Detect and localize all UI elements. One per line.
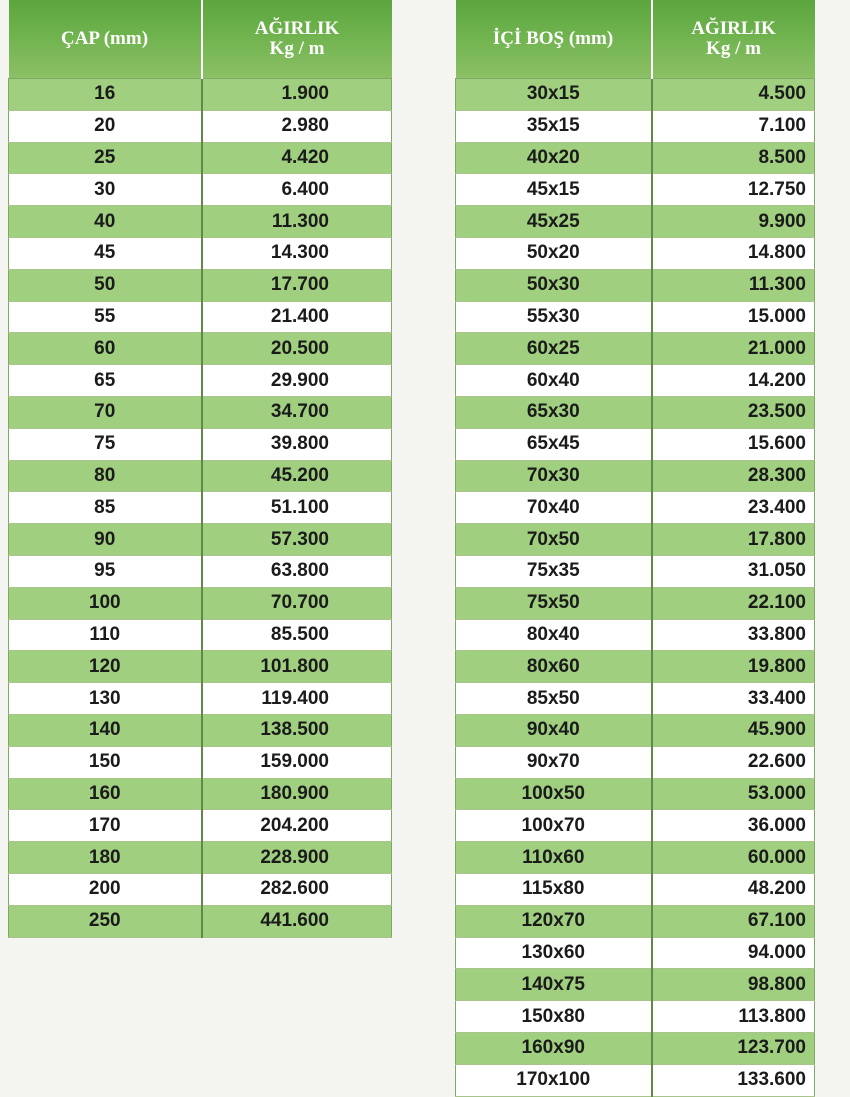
weight-cell: 113.800 [652,1001,815,1033]
weight-cell: 48.200 [652,873,815,905]
table-row [456,365,815,397]
weight-cell: 31.050 [652,555,815,587]
weight-cell: 180.900 [202,778,392,810]
size-cell: 120x70 [456,905,652,937]
table-row [456,842,815,874]
size-cell: 80 [9,460,202,492]
weight-cell: 85.500 [202,619,392,651]
size-cell: 45x15 [456,174,652,206]
table-row [9,746,392,778]
table-row [456,174,815,206]
weight-cell: 4.500 [652,79,815,111]
table-row [456,905,815,937]
size-cell: 170x100 [456,1064,652,1096]
size-cell: 90x40 [456,714,652,746]
size-cell: 65x30 [456,396,652,428]
size-cell: 70 [9,396,202,428]
weight-cell: 22.600 [652,746,815,778]
weight-cell: 14.300 [202,237,392,269]
table-row [456,810,815,842]
size-cell: 50 [9,269,202,301]
size-cell: 30x15 [456,79,652,111]
table-row [456,555,815,587]
size-cell: 30 [9,174,202,206]
table-row [456,619,815,651]
weight-cell: 34.700 [202,396,392,428]
size-cell: 115x80 [456,873,652,905]
weight-cell: 33.400 [652,683,815,715]
weight-cell: 51.100 [202,492,392,524]
size-cell: 60 [9,333,202,365]
table-row [9,524,392,556]
table-row [9,206,392,238]
weight-cell: 36.000 [652,810,815,842]
table-row [456,778,815,810]
size-cell: 75x50 [456,587,652,619]
size-cell: 130 [9,683,202,715]
table-row [456,492,815,524]
table-row [9,492,392,524]
weight-cell: 441.600 [202,905,392,937]
size-cell: 60x25 [456,333,652,365]
weight-cell: 67.100 [652,905,815,937]
size-cell: 130x60 [456,937,652,969]
size-cell: 65x45 [456,428,652,460]
size-cell: 80x60 [456,651,652,683]
table-row [456,142,815,174]
size-cell: 45 [9,237,202,269]
size-cell: 65 [9,365,202,397]
weight-cell: 98.800 [652,969,815,1001]
size-cell: 110x60 [456,842,652,874]
weight-cell: 17.700 [202,269,392,301]
table-row [9,237,392,269]
table-row [456,651,815,683]
weight-cell: 159.000 [202,746,392,778]
table-row [9,905,392,937]
weight-cell: 29.900 [202,365,392,397]
table-row [456,110,815,142]
weight-cell: 12.750 [652,174,815,206]
size-cell: 70x30 [456,460,652,492]
weight-cell: 14.200 [652,365,815,397]
weight-cell: 20.500 [202,333,392,365]
table-header-row [9,0,392,79]
weight-cell: 21.400 [202,301,392,333]
size-cell: 85x50 [456,683,652,715]
weight-cell: 11.300 [202,206,392,238]
size-cell: 20 [9,110,202,142]
weight-cell: 94.000 [652,937,815,969]
weight-cell: 45.900 [652,714,815,746]
table-row [9,714,392,746]
weight-cell: 2.980 [202,110,392,142]
weight-cell: 53.000 [652,778,815,810]
table-body [9,79,392,938]
size-cell: 40x20 [456,142,652,174]
table-row [456,301,815,333]
size-cell: 90x70 [456,746,652,778]
weight-header-unit: Kg / m [269,38,325,59]
size-cell: 160 [9,778,202,810]
table-row [456,937,815,969]
table-row [9,842,392,874]
weight-cell: 4.420 [202,142,392,174]
size-cell: 35x15 [456,110,652,142]
table-row [9,396,392,428]
size-cell: 100x50 [456,778,652,810]
table-header-row [456,0,815,79]
weight-header [202,0,392,79]
weight-cell: 15.000 [652,301,815,333]
weight-cell: 204.200 [202,810,392,842]
hollow-section-weight-table [455,0,815,1097]
weight-cell: 22.100 [652,587,815,619]
size-cell: 70x40 [456,492,652,524]
table-row [9,428,392,460]
size-cell: 250 [9,905,202,937]
weight-cell: 8.500 [652,142,815,174]
weight-cell: 70.700 [202,587,392,619]
size-cell: 100x70 [456,810,652,842]
size-cell: 180 [9,842,202,874]
table-row [9,587,392,619]
weight-cell: 123.700 [652,1032,815,1064]
size-cell: 95 [9,555,202,587]
table-row [9,555,392,587]
size-cell: 200 [9,873,202,905]
weight-cell: 39.800 [202,428,392,460]
weight-cell: 57.300 [202,524,392,556]
table-row [456,206,815,238]
weight-cell: 60.000 [652,842,815,874]
weight-cell: 7.100 [652,110,815,142]
weight-cell: 101.800 [202,651,392,683]
weight-cell: 19.800 [652,651,815,683]
size-cell: 100 [9,587,202,619]
table-row [456,524,815,556]
table-body [456,79,815,1097]
size-cell: 16 [9,79,202,111]
weight-cell: 228.900 [202,842,392,874]
table-row [456,714,815,746]
table-row [456,873,815,905]
diameter-header: ÇAP (mm) [9,0,202,79]
hollow-size-header: İÇİ BOŞ (mm) [456,0,652,79]
table-row [456,460,815,492]
weight-cell: 9.900 [652,206,815,238]
weight-cell: 45.200 [202,460,392,492]
table-row [9,301,392,333]
size-cell: 45x25 [456,206,652,238]
weight-cell: 28.300 [652,460,815,492]
weight-cell: 11.300 [652,269,815,301]
table-row [9,683,392,715]
size-cell: 70x50 [456,524,652,556]
table-row [456,683,815,715]
weight-cell: 63.800 [202,555,392,587]
table-row [9,174,392,206]
table-row [9,110,392,142]
size-cell: 150 [9,746,202,778]
table-row [456,79,815,111]
weight-cell: 21.000 [652,333,815,365]
weight-cell: 23.400 [652,492,815,524]
weight-cell: 15.600 [652,428,815,460]
size-cell: 90 [9,524,202,556]
table-row [456,1064,815,1096]
table-row [456,746,815,778]
weight-cell: 6.400 [202,174,392,206]
weight-header-unit: Kg / m [706,38,761,59]
size-cell: 160x90 [456,1032,652,1064]
size-cell: 150x80 [456,1001,652,1033]
table-row [9,269,392,301]
table-row [456,1001,815,1033]
table-row [9,651,392,683]
table-row [9,142,392,174]
weight-header-label: AĞIRLIK [691,18,776,39]
size-cell: 110 [9,619,202,651]
size-cell: 170 [9,810,202,842]
size-cell: 50x30 [456,269,652,301]
table-row [9,365,392,397]
size-cell: 25 [9,142,202,174]
weight-cell: 33.800 [652,619,815,651]
table-row [456,269,815,301]
table-row [456,428,815,460]
size-cell: 50x20 [456,237,652,269]
table-row [456,587,815,619]
size-cell: 60x40 [456,365,652,397]
table-row [456,333,815,365]
weight-cell: 23.500 [652,396,815,428]
weight-cell: 1.900 [202,79,392,111]
table-row [9,619,392,651]
size-cell: 55 [9,301,202,333]
table-row [456,1032,815,1064]
size-cell: 140x75 [456,969,652,1001]
table-row [9,460,392,492]
table-row [456,396,815,428]
size-cell: 75x35 [456,555,652,587]
size-cell: 55x30 [456,301,652,333]
weight-cell: 17.800 [652,524,815,556]
round-bar-weight-table [8,0,392,938]
weight-cell: 282.600 [202,873,392,905]
size-cell: 40 [9,206,202,238]
weight-cell: 119.400 [202,683,392,715]
table-row [9,79,392,111]
size-cell: 80x40 [456,619,652,651]
table-row [9,810,392,842]
size-cell: 120 [9,651,202,683]
size-cell: 75 [9,428,202,460]
table-row [9,778,392,810]
table-row [9,333,392,365]
table-row [456,237,815,269]
size-cell: 85 [9,492,202,524]
weight-cell: 133.600 [652,1064,815,1096]
table-row [456,969,815,1001]
table-row [9,873,392,905]
weight-header-label: AĞIRLIK [254,18,340,39]
weight-cell: 14.800 [652,237,815,269]
size-cell: 140 [9,714,202,746]
weight-header [652,0,815,79]
weight-cell: 138.500 [202,714,392,746]
